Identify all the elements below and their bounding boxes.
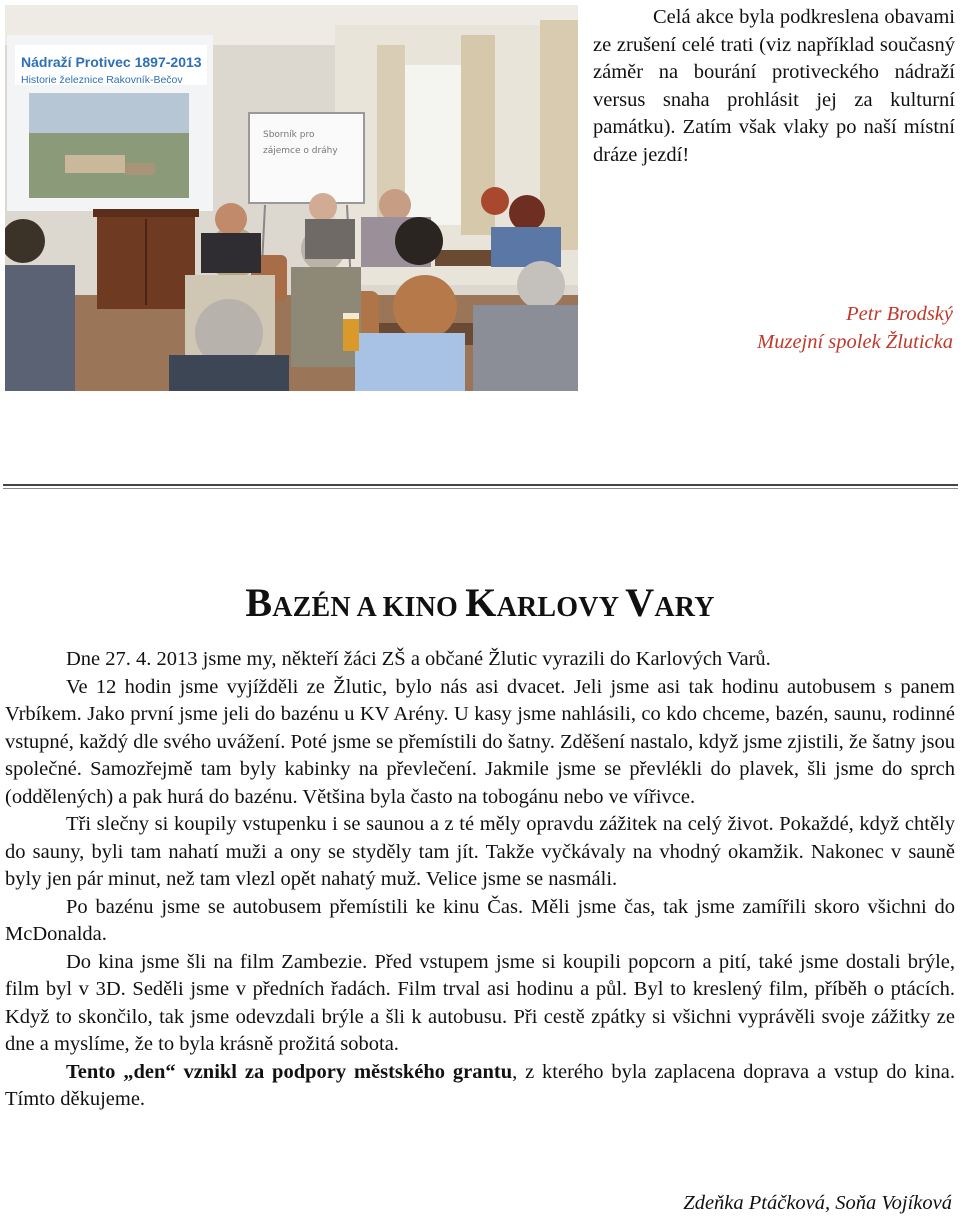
whiteboard-line-2: zájemce o dráhy	[263, 146, 338, 156]
whiteboard-line-1: Sborník pro	[263, 130, 315, 140]
headline-word-1: AZÉN	[272, 592, 351, 623]
article-paragraph: Dne 27. 4. 2013 jsme my, někteří žáci ZŠ a občané Žlutic vyrazili do Karlových Varů.	[66, 648, 771, 670]
headline-word-5: ARY	[654, 592, 715, 623]
grant-acknowledgement: Tento „den“ vznikl za podpory městského grantu	[66, 1060, 513, 1083]
signature-top-name: Petr Brodský	[846, 303, 953, 325]
event-photo	[5, 5, 578, 391]
article-body	[5, 646, 955, 1114]
section-divider	[3, 484, 958, 486]
headline-word-3: KINO	[382, 592, 459, 623]
grant-acknowledgement-rest: , z kterého byla zaplacena doprava a vstup do kina. Tímto děkujeme.	[5, 1060, 955, 1110]
intro-paragraph: Celá akce byla podkreslena obavami ze zrušení celé trati (viz například současný záměr na bourání protiveckého nádraží versus snaha prohlásit jej za kulturní památku). Zatím však vlaky po naší místní dráze jezdí!	[593, 6, 955, 166]
section-divider-thin	[3, 488, 958, 489]
intro-paragraph-block	[593, 4, 955, 170]
headline-cap-k: K	[465, 580, 497, 625]
article-paragraph: Tři slečny si koupily vstupenku i se saunou a z té měly opravdu zážitek na celý život. Pokaždé, když chtěly do sauny, byli tam nahatí muži a ony se styděly tam jít. Takže vyčkávaly na vhodný okamžik. Nakonec v sauně byly jen pár minut, než tam vlezl opět nahatý muž. Velice jsme se nasmáli.	[5, 813, 955, 890]
projection-slide	[7, 35, 213, 211]
article-paragraph: Do kina jsme šli na film Zambezie. Před vstupem jsme si koupili popcorn a pití, také jsme dostali brýle, film byl v 3D. Seděli jsme v předních řadách. Film trval asi hodinu a půl. Byl to kreslený film, příběh o ptácích. Když to skončilo, tak jsme odevzdali brýle a šli k autobusu. Při cestě zpátky si všichni vyprávěli svoje zážitky ze dne a myslíme, že to byla krásně prožitá sobota.	[5, 950, 955, 1055]
slide-subtitle: Historie železnice Rakovník-Bečov	[21, 74, 183, 86]
signature-bottom: Zdeňka Ptáčková, Soňa Vojíková	[683, 1192, 952, 1214]
article-paragraph-final	[5, 1059, 955, 1114]
article-headline	[0, 578, 960, 633]
signature-top	[593, 301, 953, 356]
headline-cap-v: V	[625, 580, 655, 625]
headline-word-4: ARLOVY	[496, 592, 619, 623]
article-paragraph: Ve 12 hodin jsme vyjížděli ze Žlutic, bylo nás asi dvacet. Jeli jsme asi tak hodinu autobusem s panem Vrbíkem. Jako první jsme jeli do bazénu u KV Arény. U kasy jsme nahlásili, co kdo chceme, bazén, saunu, rodinné vstupné, každý dle svého uvážení. Poté jsme se přemístili do šatny. Zděšení nastalo, když jsme zjistili, že šatny jsou společné. Samozřejmě tam byly kabinky na převlečení. Jakmile jsme se převlékli do plavek, šli jsme do sprch (oddělených) a pak hurá do bazénu. Většina byla často na tobogánu nebo ve vířivce.	[5, 675, 955, 808]
slide-title: Nádraží Protivec 1897-2013	[21, 54, 202, 70]
headline-cap-b: B	[245, 580, 273, 625]
signature-top-org: Muzejní spolek Žluticka	[757, 330, 953, 353]
headline-word-2: A	[356, 592, 376, 623]
article-paragraph: Po bazénu jsme se autobusem přemístili ke kinu Čas. Měli jsme čas, tak jsme zamířili skoro všichni do McDonalda.	[5, 895, 955, 945]
